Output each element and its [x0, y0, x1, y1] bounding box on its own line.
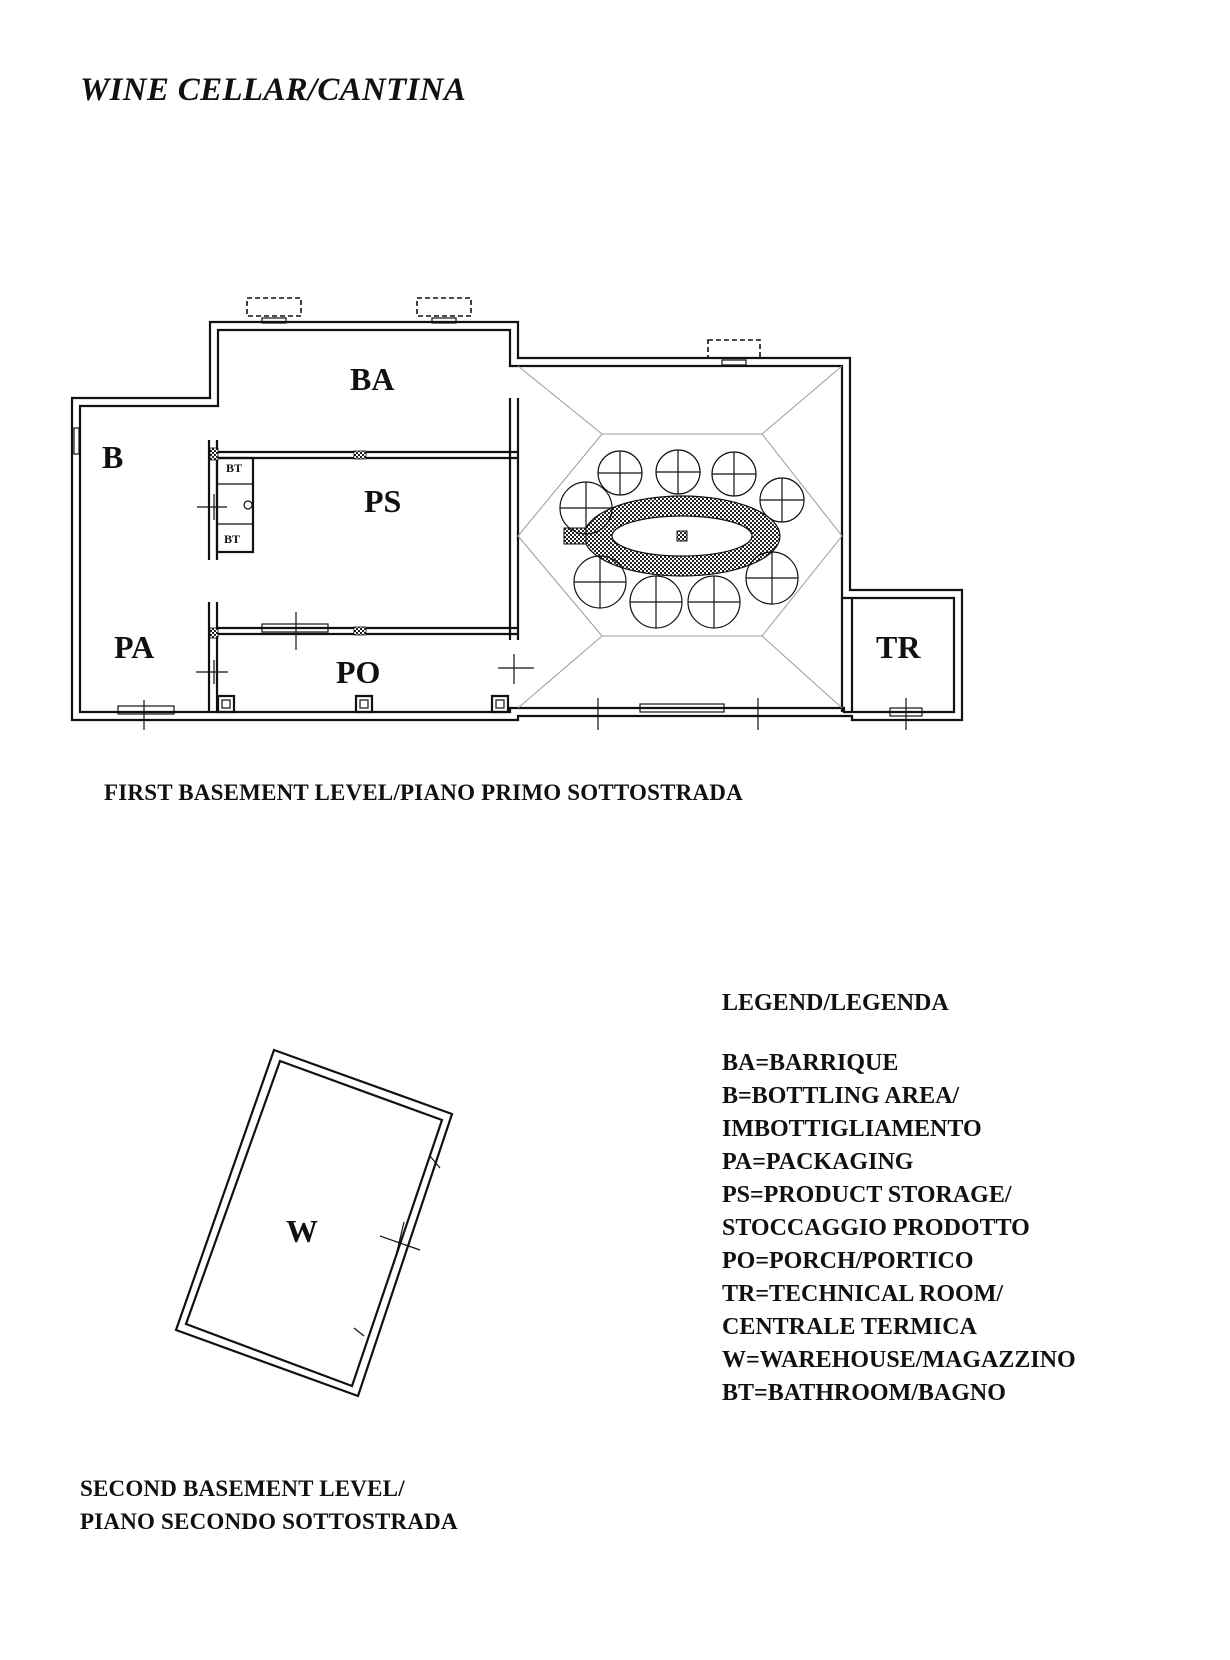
legend-line: BA=BARRIQUE: [722, 1050, 899, 1076]
legend-line: PO=PORCH/PORTICO: [722, 1248, 974, 1274]
porch-columns: [218, 696, 508, 712]
second-level-caption-line1: SECOND BASEMENT LEVEL/: [80, 1476, 405, 1501]
legend-line: IMBOTTIGLIAMENTO: [722, 1116, 982, 1142]
second-level-caption-line2: PIANO SECONDO SOTTOSTRADA: [80, 1509, 458, 1534]
legend-line: B=BOTTLING AREA/: [722, 1083, 960, 1109]
room-label-ps: PS: [364, 483, 402, 519]
first-basement-plan: [72, 298, 962, 730]
legend-line: BT=BATHROOM/BAGNO: [722, 1380, 1006, 1406]
room-label-w: W: [286, 1213, 318, 1249]
second-basement-plan: [176, 1050, 452, 1396]
legend-line: PA=PACKAGING: [722, 1149, 914, 1175]
window-top-1: [247, 298, 301, 323]
toilet-icon: [244, 501, 252, 509]
legend-line: STOCCAGGIO PRODOTTO: [722, 1215, 1030, 1241]
legend-title: LEGEND/LEGENDA: [722, 990, 949, 1016]
first-level-caption: FIRST BASEMENT LEVEL/PIANO PRIMO SOTTOSTRADA: [104, 780, 743, 805]
legend: [722, 990, 1076, 1410]
room-label-ba: BA: [350, 361, 395, 397]
room-label-b: B: [102, 439, 124, 475]
window-top-3: [708, 340, 760, 365]
legend-line: W=WAREHOUSE/MAGAZZINO: [722, 1347, 1076, 1373]
door-marks: [118, 494, 922, 730]
room-label-bt-top: BT: [226, 461, 243, 475]
room-label-bt-bottom: BT: [224, 532, 241, 546]
page-title: WINE CELLAR/CANTINA: [80, 72, 467, 108]
legend-line: TR=TECHNICAL ROOM/: [722, 1281, 1004, 1307]
room-label-pa: PA: [114, 629, 155, 665]
window-left: [74, 428, 79, 454]
legend-line: PS=PRODUCT STORAGE/: [722, 1182, 1012, 1208]
room-label-tr: TR: [876, 629, 921, 665]
legend-line: CENTRALE TERMICA: [722, 1314, 977, 1340]
room-label-po: PO: [336, 654, 381, 690]
window-top-2: [417, 298, 471, 323]
